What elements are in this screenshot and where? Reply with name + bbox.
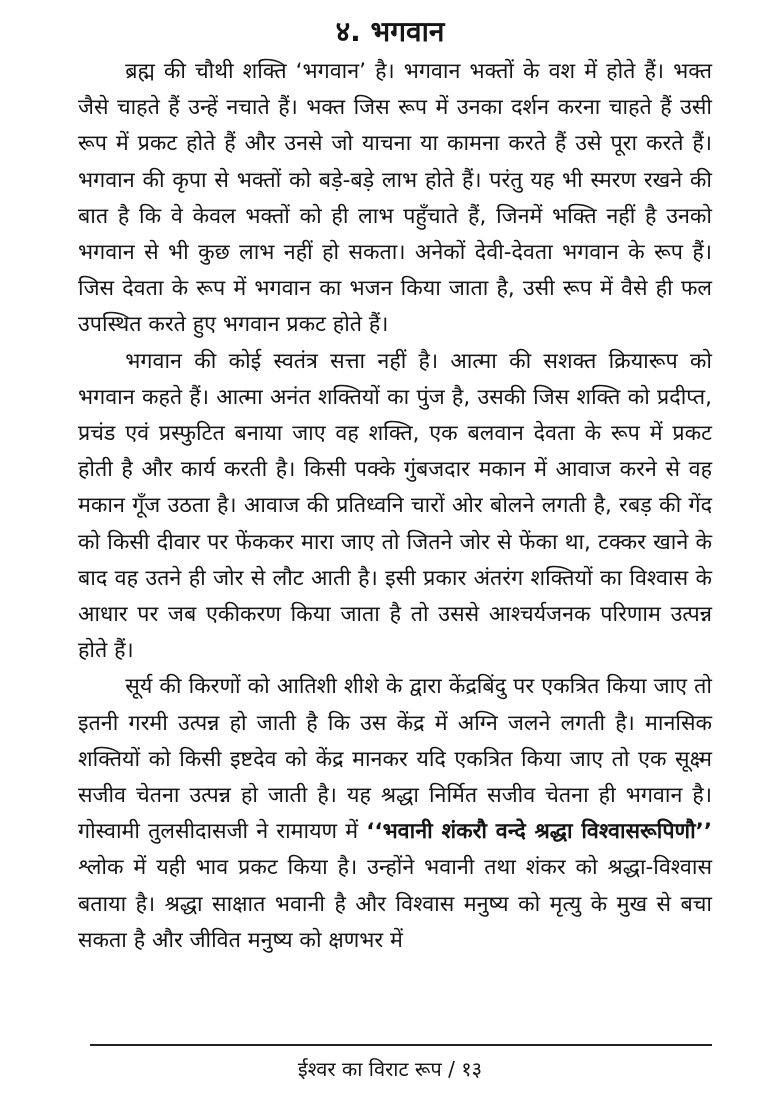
paragraph-1: ब्रह्म की चौथी शक्ति ‘भगवान’ है। भगवान भक्तों के वश में होते हैं। भक्त जैसे चाहते हैं उन्हें नचाते हैं। भक्त जिस रूप में उनका दर्शन करना चाहते हैं उसी रूप में प्रकट होते हैं और उनसे जो याचना या कामना करते हैं उसे पूरा करते हैं। भगवान की कृपा से भक्तों को बड़े-बड़े लाभ होते हैं। परंतु यह भी स्मरण रखने की बात है कि वे केवल भक्तों को ही लाभ पहुँचाते हैं, जिनमें भक्ति नहीं है उनको भगवान से भी कुछ लाभ नहीं हो सकता। अनेकों देवी-देवता भगवान के रूप हैं। जिस देवता के रूप में भगवान का भजन किया जाता है, उसी रूप में वैसे ही फल उपस्थित करते हुए भगवान प्रकट होते हैं। — [78, 59, 712, 338]
paragraph-3-text-after: श्लोक में यही भाव प्रकट किया है। उन्होंने भवानी तथा शंकर को श्रद्धा-विश्वास बताया है। श्रद्धा साक्षात भवानी है और विश्वास मनुष्य को मृत्यु के मुख से बचा सकता है और जीवित मनुष्य को क्षणभर में — [78, 855, 712, 953]
page-number: १३ — [461, 1057, 483, 1081]
body-text — [78, 54, 712, 959]
footer-separator: / — [441, 1057, 462, 1081]
paragraph-2: भगवान की कोई स्वतंत्र सत्ता नहीं है। आत्मा की सशक्त क्रियारूप को भगवान कहते हैं। आत्मा अनंत शक्तियों का पुंज है, उसकी जिस शक्ति को प्रदीप्त, प्रचंड एवं प्रस्फुटित बनाया जाए वह शक्ति, एक बलवान देवता के रूप में प्रकट होती है और कार्य करती है। किसी पक्के गुंबजदार मकान में आवाज करने से वह मकान गूँज उठता है। आवाज की प्रतिध्वनि चारों ओर बोलने लगती है, रबड़ की गेंद को किसी दीवार पर फेंककर मारा जाए तो जितने जोर से फेंका था, टक्कर खाने के बाद वह उतने ही जोर से लौट आती है। इसी प्रकार अंतरंग शक्तियों का विश्वास के आधार पर जब एकीकरण किया जाता है तो उससे आश्चर्यजनक परिणाम उत्पन्न होते हैं। — [78, 348, 712, 664]
paragraph-3-text-before: सूर्य की किरणों को आतिशी शीशे के द्वारा केंद्रबिंदु पर एकत्रित किया जाए तो इतनी गरमी उत्पन्न हो जाती है कि उस केंद्र में अग्नि जलने लगती है। मानसिक शक्तियों को किसी इष्टदेव को केंद्र मानकर यदि एकत्रित किया जाए तो एक सूक्ष्म सजीव चेतना उत्पन्न हो जाती है। यह श्रद्धा निर्मित सजीव चेतना ही भगवान है। गोस्वामी तुलसीदासजी ने रामायण में — [78, 674, 712, 845]
chapter-title: ४. भगवान — [335, 15, 445, 48]
shloka-quote: ‘‘भवानी शंकरौ वन्दे श्रद्धा विश्वासरूपिणौ’’ — [366, 819, 712, 845]
page-footer — [0, 1054, 780, 1084]
footer-divider — [90, 1044, 712, 1046]
footer-book-title: ईश्वर का विराट रूप — [297, 1057, 442, 1081]
paragraph-3 — [78, 669, 712, 959]
